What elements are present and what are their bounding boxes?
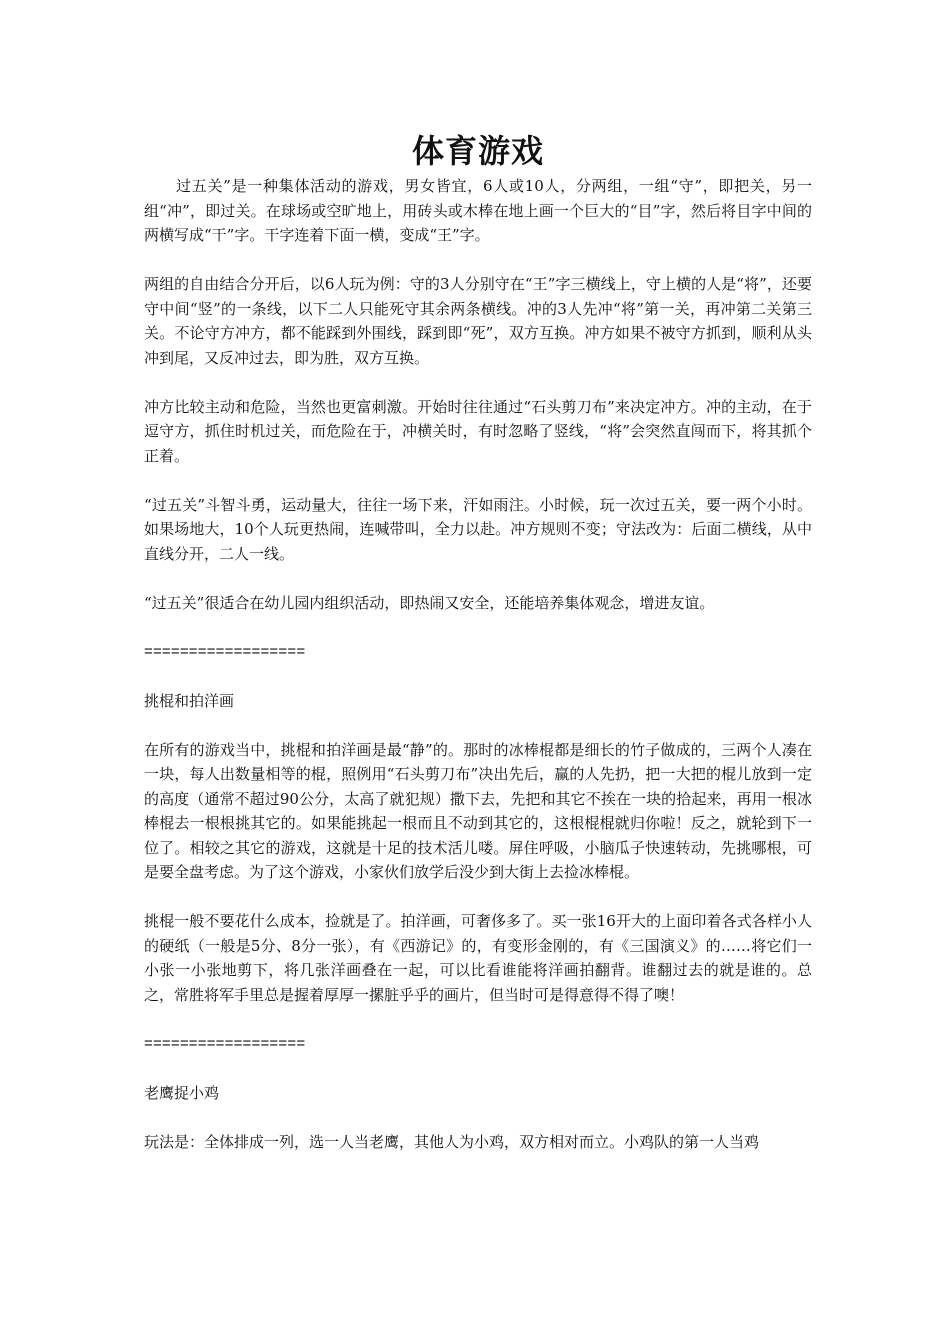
document-title: 体育游戏 [411, 132, 544, 170]
document-page [144, 128, 812, 1179]
paragraph-pick-sticks: 在所有的游戏当中，挑棍和拍洋画是最“静”的。那时的冰棒棍都是细长的竹子做成的，三两个人凑在一块，每人出数量相等的棍，照例用“石头剪刀布”决出先后，赢的人先扔，把一大把的棍儿放到一定的高度（通常不超过90公分，太高了就犯规）撒下去，先把和其它不挨在一块的拾起来，再用一根冰棒棍去一根根挑其它的。如果能挑起一根而且不动到其它的，这根棍棍就归你啦！反之，就轮到下一位了。相较之其它的游戏，这就是十足的技术活儿喽。屏住呼吸，小脑瓜子快速转动，先挑哪根，可是要全盘考虑。为了这个游戏，小家伙们放学后没少到大街上去捡冰棒棍。 [144, 740, 812, 881]
paragraph-eagle-chicks: 玩法是：全体排成一列，选一人当老鹰，其他人为小鸡，双方相对而立。小鸡队的第一人当鸡 [144, 1132, 760, 1151]
paragraph-variation: “过五关”斗智斗勇，运动量大，往往一场下来，汗如雨注。小时候，玩一次过五关，要一两个小时。如果场地大，10个人玩更热闹，连喊带叫，全力以赴。冲方规则不变；守法改为：后面二横线，从中直线分开，二人一线。 [144, 495, 812, 563]
section-divider: ================== [144, 1034, 306, 1052]
paragraph-rules: 两组的自由结合分开后，以6人玩为例：守的3人分别守在“王”字三横线上，守上横的人是“将”，还要守中间“竖”的一条线，以下二人只能死守其余两条横线。冲的3人先冲“将”第一关，再冲第二关第三关。不论守方冲方，都不能踩到外围线，踩到即“死”，双方互换。冲方如果不被守方抓到，顺利从头冲到尾，又反冲过去，即为胜，双方互换。 [144, 275, 812, 367]
section-divider: ================== [144, 642, 306, 660]
paragraph-kindergarten: “过五关”很适合在幼儿园内组织活动，即热闹又安全，还能培养集体观念，增进友谊。 [144, 593, 715, 612]
paragraph-intro: 过五关”是一种集体活动的游戏，男女皆宜，6人或10人，分两组，一组“守”，即把关，另一组“冲”，即过关。在球场或空旷地上，用砖头或木棒在地上画一个巨大的“目”字，然后将目字中间的两横写成“干”字。干字连着下面一横，变成“王”字。 [144, 177, 812, 244]
section-heading-eagle-chicks: 老鹰捉小鸡 [144, 1083, 220, 1102]
paragraph-picture-cards: 挑棍一般不要花什么成本，捡就是了。拍洋画，可奢侈多了。买一张16开大的上面印着各式各样小人的硬纸（一般是5分、8分一张），有《西游记》的，有变形金刚的，有《三国演义》的……将它们一小张一小张地剪下，将几张洋画叠在一起，可以比看谁能将洋画拍翻背。谁翻过去的就是谁的。总之，常胜将军手里总是握着厚厚一摞脏乎乎的画片，但当时可是得意得不得了噢！ [144, 912, 812, 1004]
paragraph-strategy: 冲方比较主动和危险，当然也更富刺激。开始时往往通过“石头剪刀布”来决定冲方。冲的主动，在于逗守方，抓住时机过关，而危险在于，冲横关时，有时忽略了竖线，“将”会突然直闯而下，将其抓个正着。 [144, 397, 812, 465]
section-heading-pick-sticks: 挑棍和拍洋画 [144, 691, 235, 710]
